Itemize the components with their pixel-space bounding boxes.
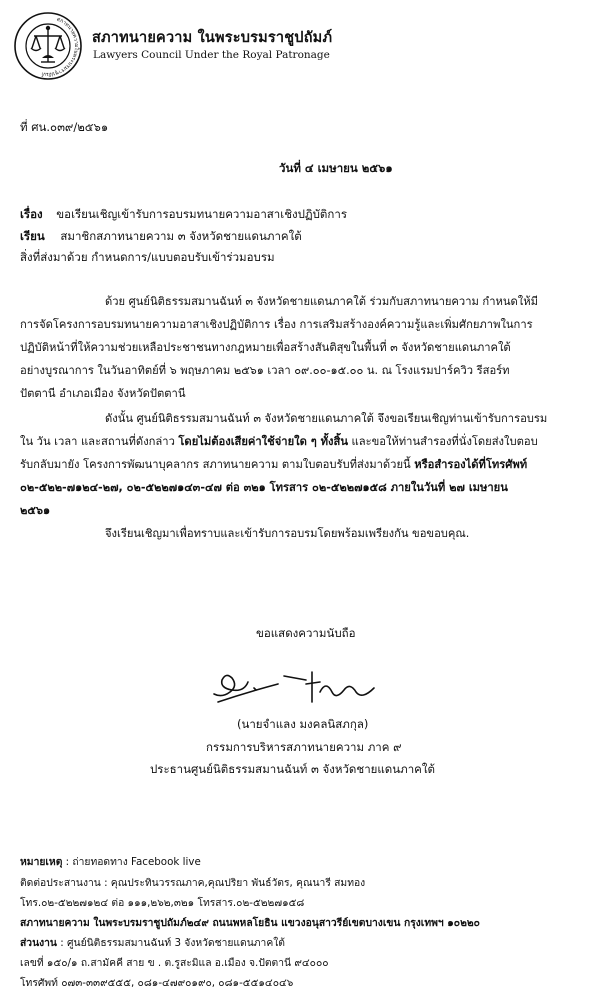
footer-note-label: หมายเหตุ — [20, 856, 63, 868]
p2-l2-part-c: และขอให้ท่านสำรองที่นั่งโดยส่งใบตอบ — [351, 435, 538, 448]
body-paragraph-1-line-3: ปฏิบัติหน้าที่ให้ความช่วยเหลือประชาชนทางกฎหมายเพื่อสร้างสันติสุขในพื้นที่ ๓ จังหวัดชายแดนภาคใต้ — [20, 341, 511, 354]
signer-name: (นายจำแลง มงคลนิสภกุล) — [237, 717, 369, 731]
footer-unit-label: ส่วนงาน — [20, 937, 57, 949]
subject-line — [20, 206, 347, 224]
p2-l2-part-a: ใน วัน เวลา และสถานที่ดังกล่าว — [20, 435, 175, 448]
body-paragraph-3: จึงเรียนเชิญมาเพื่อทราบและเข้ารับการอบรมโดยพร้อมเพรียงกัน ขอขอบคุณ. — [105, 527, 470, 540]
body-paragraph-2-line-1: ดังนั้น ศูนย์นิติธรรมสมานฉันท์ ๓ จังหวัดชายแดนภาคใต้ จึงขอเรียนเชิญท่านเข้ารับการอบรม — [105, 412, 548, 425]
body-paragraph-2-line-2 — [20, 432, 538, 450]
recipient-line — [20, 228, 302, 246]
letter-date: วันที่ ๔ เมษายน ๒๕๖๑ — [279, 161, 393, 175]
enclosure-line: สิ่งที่ส่งมาด้วย กำหนดการ/แบบตอบรับเข้าร่วมอบรม — [20, 250, 275, 264]
handwritten-signature-icon — [208, 662, 380, 710]
footer-contact: ติดต่อประสานงาน : คุณประทินวรรณภาค,คุณปริยา พันธ์วัตร, คุณนารี สมทอง — [20, 877, 366, 889]
footer-unit — [20, 934, 285, 951]
signer-title-1: กรรมการบริหารสภาทนายความ ภาค ๙ — [206, 740, 402, 754]
reference-number: ที่ ศน.๐๓๙/๒๕๖๑ — [20, 120, 109, 134]
footer-unit-text: : ศูนย์นิติธรรมสมานฉันท์ 3 จังหวัดชายแดนภาคใต้ — [60, 937, 285, 949]
p2-free-of-charge: โดยไม่ต้องเสียค่าใช้จ่ายใด ๆ ทั้งสิ้น — [178, 435, 348, 448]
body-paragraph-1-line-2: การจัดโครงการอบรมทนายความอาสาเชิงปฏิบัติการ เรื่อง การเสริมสร้างองค์ความรู้และเพิ่มศักยภาพในการ — [20, 318, 533, 331]
subject-label: เรื่อง — [20, 207, 43, 221]
recipient-text: สมาชิกสภาทนายความ ๓ จังหวัดชายแดนภาคใต้ — [60, 229, 302, 243]
p2-l3-part-a: รับกลับมายัง โครงการพัฒนาบุคลากร สภาทนายความ ตามใบตอบรับที่ส่งมาด้วยนี้ — [20, 458, 411, 471]
org-name-english: Lawyers Council Under the Royal Patronage — [93, 49, 330, 61]
footer-note-text: : ถ่ายทอดทาง Facebook live — [65, 856, 201, 868]
body-paragraph-1-line-4: อย่างบูรณาการ ในวันอาทิตย์ที่ ๖ พฤษภาคม ๒๕๖๑ เวลา ๐๙.๐๐-๑๕.๐๐ น. ณ โรงแรมปาร์ควิว รีสอร์ท — [20, 364, 510, 377]
recipient-label: เรียน — [20, 229, 45, 243]
signer-title-2: ประธานศูนย์นิติธรรมสมานฉันท์ ๓ จังหวัดชายแดนภาคใต้ — [150, 762, 435, 776]
seal-ring-text: สภาทนายความในพระบรมราชูปถัมภ์ — [41, 16, 80, 78]
body-paragraph-2-line-3 — [20, 455, 527, 473]
footer-hq-address: สภาทนายความ ในพระบรมราชูปถัมภ์๒๔๙ ถนนพหลโยธิน แขวงอนุสาวรีย์เขตบางเขน กรุงเทพฯ ๑๐๒๒๐ — [20, 917, 480, 929]
body-paragraph-2-line-5: ๒๕๖๑ — [20, 504, 51, 517]
body-paragraph-1-line-1: ด้วย ศูนย์นิติธรรมสมานฉันท์ ๓ จังหวัดชายแดนภาคใต้ ร่วมกับสภาทนายความ กำหนดให้มี — [105, 295, 538, 308]
org-name-thai: สภาทนายความ ในพระบรมราชูปถัมภ์ — [92, 30, 333, 46]
footer-note — [20, 853, 201, 870]
lawyers-council-seal-icon — [14, 12, 82, 80]
p2-reserve-phone: หรือสำรองได้ที่โทรศัพท์ — [414, 458, 528, 471]
closing-salutation: ขอแสดงความนับถือ — [256, 626, 356, 640]
footer-unit-phones: โทรศัพท์ ๐๗๓-๓๓๙๕๕๕, ๐๘๑-๔๗๙๐๑๙๐, ๐๘๑-๕๕๑๔๐๔๖ — [20, 977, 294, 989]
body-paragraph-2-line-4: ๐๒-๕๒๒-๗๑๒๔-๒๗, ๐๒-๕๒๒๗๑๔๓-๔๗ ต่อ ๓๒๑ โทรสาร ๐๒-๕๒๒๗๑๕๘ ภายในวันที่ ๒๗ เมษายน — [20, 481, 508, 494]
subject-text: ขอเรียนเชิญเข้ารับการอบรมทนายความอาสาเชิงปฏิบัติการ — [56, 207, 347, 221]
footer-unit-address: เลขที่ ๑๕๐/๑ ถ.สามัคคี สาย ข . ต.รูสะมิแล อ.เมือง จ.ปัตตานี ๙๔๐๐๐ — [20, 957, 329, 969]
body-paragraph-1-line-5: ปัตตานี อำเภอเมือง จังหวัดปัตตานี — [20, 387, 186, 400]
footer-phones: โทร.๐๒-๕๒๒๗๑๒๔ ต่อ ๑๑๑,๒๖๒,๓๒๑ โทรสาร.๐๒-๕๒๒๗๑๕๘ — [20, 897, 305, 909]
